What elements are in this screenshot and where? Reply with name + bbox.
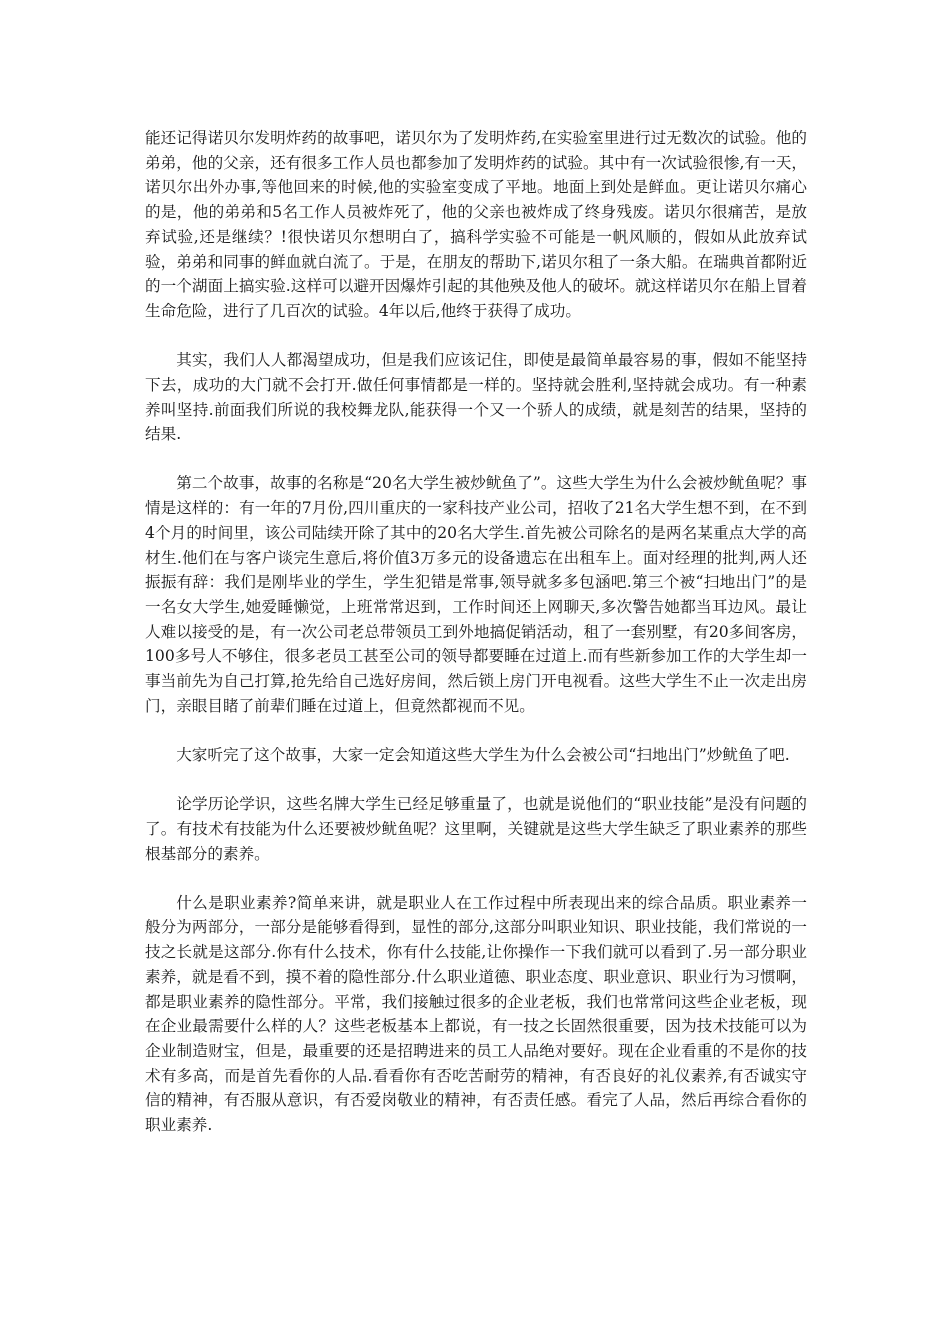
paragraph-second-story: 第二个故事，故事的名称是“20名大学生被炒鱿鱼了”。这些大学生为什么会被炒鱿鱼呢？事情是这样的：有一年的7月份,四川重庆的一家科技产业公司，招收了21名大学生想不到，在不到4个月的时间里，该公司陆续开除了其中的20名大学生.首先被公司除名的是两名某重点大学的高材生.他们在与客户谈完生意后,将价值3万多元的设备遗忘在出租车上。面对经理的批判,两人还振振有辞：我们是刚毕业的学生，学生犯错是常事,领导就多多包涵吧.第三个被“扫地出门”的是一名女大学生,她爱睡懒觉，上班常常迟到，工作时间还上网聊天,多次警告她都当耳边风。最让人难以接受的是，有一次公司老总带领员工到外地搞促销活动，租了一套别墅，有20多间客房，100多号人不够住，很多老员工甚至公司的领导都要睡在过道上.而有些新参加工作的大学生却一事当前先为自己打算,抢先给自己选好房间，然后锁上房门开电视看。这些大学生不止一次走出房门，亲眼目睹了前辈们睡在过道上，但竟然都视而不见。 <box>145 474 807 715</box>
paragraph-nobel-story: 能还记得诺贝尔发明炸药的故事吧，诺贝尔为了发明炸药,在实验室里进行过无数次的试验。他的弟弟，他的父亲，还有很多工作人员也都参加了发明炸药的试验。其中有一次试验很惨,有一天，诺贝尔出外办事,等他回来的时候,他的实验室变成了平地。地面上到处是鲜血。更让诺贝尔痛心的是，他的弟弟和5名工作人员被炸死了，他的父亲也被炸成了终身残废。诺贝尔很痛苦，是放弃试验,还是继续？!很快诺贝尔想明白了，搞科学实验不可能是一帆风顺的，假如从此放弃试验，弟弟和同事的鲜血就白流了。于是，在朋友的帮助下,诺贝尔租了一条大船。在瑞典首都附近的一个湖面上搞实验.这样可以避开因爆炸引起的其他殃及他人的破坏。就这样诺贝尔在船上冒着生命危险，进行了几百次的试验。4年以后,他终于获得了成功。 <box>145 129 807 320</box>
paragraph-professional-quality: 什么是职业素养?简单来讲，就是职业人在工作过程中所表现出来的综合品质。职业素养一般分为两部分，一部分是能够看得到，显性的部分,这部分叫职业知识、职业技能，我们常说的一技之长就是这部分.你有什么技术，你有什么技能,让你操作一下我们就可以看到了.另一部分职业素养，就是看不到，摸不着的隐性部分.什么职业道德、职业态度、职业意识、职业行为习惯啊，都是职业素养的隐性部分。平常，我们接触过很多的企业老板，我们也常常问这些企业老板，现在企业最需要什么样的人？这些老板基本上都说，有一技之长固然很重要，因为技术技能可以为企业制造财宝，但是，最重要的还是招聘进来的员工人品绝对要好。现在企业看重的不是你的技术有多高，而是首先看你的人品.看看你有否吃苦耐劳的精神，有否良好的礼仪素养,有否诚实守信的精神，有否服从意识，有否爱岗敬业的精神，有否责任感。看完了人品，然后再综合看你的职业素养. <box>145 893 807 1135</box>
paragraph-education-skills: 论学历论学识，这些名牌大学生已经足够重量了，也就是说他们的“职业技能”是没有问题的了。有技术有技能为什么还要被炒鱿鱼呢？这里啊，关键就是这些大学生缺乏了职业素养的那些根基部分的素养。 <box>145 795 807 863</box>
paragraph-persistence: 其实，我们人人都渴望成功，但是我们应该记住，即使是最简单最容易的事，假如不能坚持下去，成功的大门就不会打开.做任何事情都是一样的。坚持就会胜利,坚持就会成功。有一种素养叫坚持.前面我们所说的我校舞龙队,能获得一个又一个骄人的成绩，就是刻苦的结果，坚持的结果. <box>145 351 807 444</box>
paragraph-story-conclusion: 大家听完了这个故事，大家一定会知道这些大学生为什么会被公司“扫地出门”炒鱿鱼了吧. <box>176 745 790 764</box>
document-body <box>145 126 807 1162</box>
